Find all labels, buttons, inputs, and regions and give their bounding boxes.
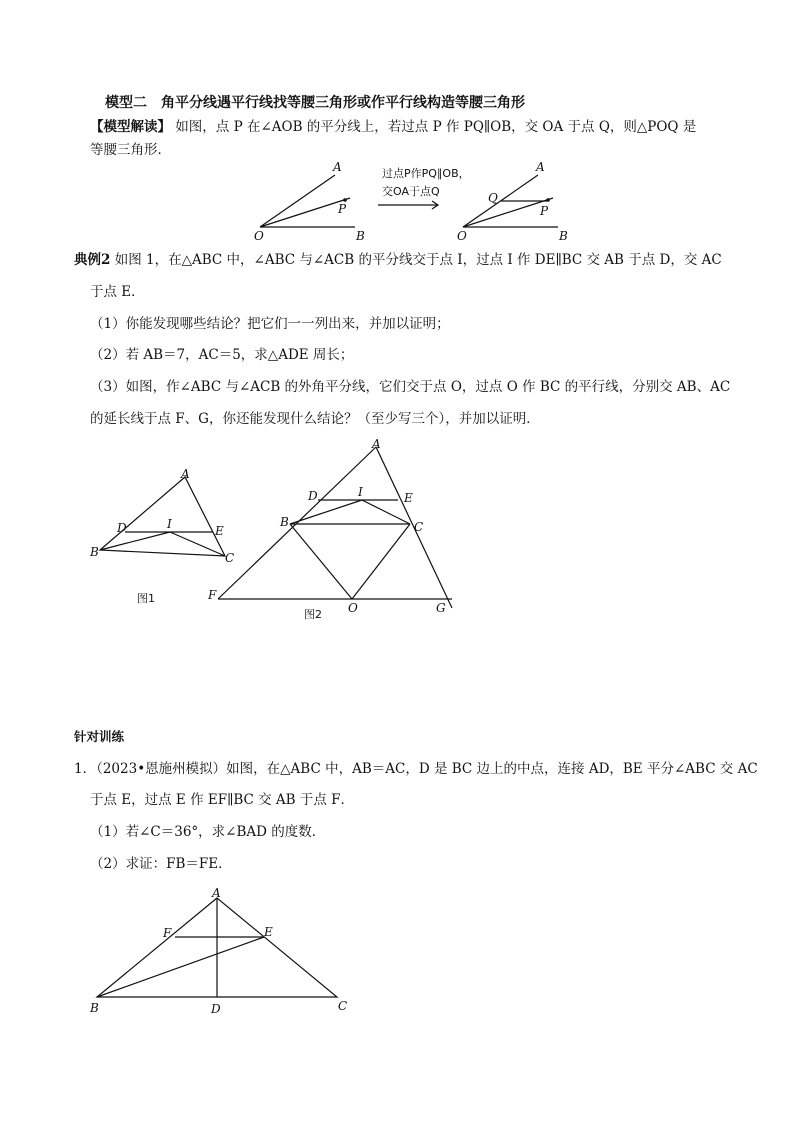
ray-oa-left bbox=[260, 175, 335, 227]
bisector-op-left bbox=[260, 198, 350, 227]
label-e-problem1: E bbox=[264, 925, 273, 939]
label-b-left: B bbox=[356, 229, 365, 243]
label-b-fig1: B bbox=[90, 545, 99, 559]
label-q-right: Q bbox=[488, 191, 498, 205]
label-i-fig1: I bbox=[167, 517, 172, 531]
caption-fig1: 图1 bbox=[137, 592, 155, 605]
caption-fig2: 图2 bbox=[304, 608, 322, 621]
label-a-fig2: A bbox=[372, 437, 381, 451]
label-b-problem1: B bbox=[90, 1001, 99, 1015]
label-p-right: P bbox=[540, 204, 549, 218]
training-title: 针对训练 bbox=[74, 729, 125, 744]
problem1-question1: （1）若∠C＝36°，求∠BAD 的度数． bbox=[90, 824, 326, 840]
point-p-right bbox=[546, 198, 550, 202]
example2-question1: （1）你能发现哪些结论？把它们一一列出来，并加以证明； bbox=[90, 316, 450, 332]
model-interpretation-line2: 等腰三角形． bbox=[90, 142, 171, 158]
model-angle-figure bbox=[240, 155, 580, 245]
label-f-fig2: F bbox=[208, 588, 217, 602]
interpretation-text: 如图，点 P 在∠AOB 的平分线上，若过点 P 作 PQ∥OB，交 OA 于点 Q，则△POQ 是 bbox=[175, 119, 697, 135]
label-e-fig1: E bbox=[215, 524, 224, 538]
label-a-problem1: A bbox=[212, 886, 221, 900]
label-c-problem1: C bbox=[338, 999, 348, 1013]
segment-co-fig2 bbox=[352, 524, 410, 599]
problem1-line2: 于点 E，过点 E 作 EF∥BC 交 AB 于点 F． bbox=[90, 792, 355, 808]
example2-question2: （2）若 AB＝7，AC＝5，求△ADE 周长； bbox=[90, 347, 354, 363]
label-a-right: A bbox=[536, 160, 545, 174]
example2-lead: 典例2 bbox=[74, 252, 111, 268]
label-c-fig1: C bbox=[225, 551, 235, 565]
example2-line1 bbox=[74, 250, 722, 270]
label-a-left: A bbox=[333, 160, 342, 174]
example2-question3-line1: （3）如图，作∠ABC 与∠ACB 的外角平分线，它们交于点 O，过点 O 作 BC 的平行线，分别交 AB、AC bbox=[90, 379, 731, 395]
label-o-right: O bbox=[457, 229, 467, 243]
label-c-fig2: C bbox=[414, 520, 424, 534]
label-a-fig1: A bbox=[181, 467, 190, 481]
segment-bo-fig2 bbox=[290, 524, 352, 599]
segment-bi-fig2 bbox=[290, 500, 362, 524]
problem1-question2: （2）求证：FB＝FE． bbox=[90, 856, 232, 872]
label-d-problem1: D bbox=[211, 1002, 221, 1016]
interpretation-lead: 【模型解读】 bbox=[90, 119, 171, 135]
label-o-left: O bbox=[254, 229, 264, 243]
problem1-figure bbox=[80, 885, 370, 1025]
line-af-fig2 bbox=[218, 447, 376, 599]
segment-be bbox=[97, 937, 264, 997]
model-title: 模型二 角平分线遇平行线找等腰三角形或作平行线构造等腰三角形 bbox=[105, 95, 525, 111]
label-b-fig2: B bbox=[280, 515, 289, 529]
problem1-line1: 1．（2023•恩施州模拟）如图，在△ABC 中，AB＝AC，D 是 BC 边上的中点，连接 AD，BE 平分∠ABC 交 AC bbox=[74, 761, 758, 777]
label-o-fig2: O bbox=[348, 601, 358, 615]
label-d-fig1: D bbox=[117, 521, 127, 535]
arrow-caption-2: 交OA于点Q bbox=[382, 185, 440, 198]
label-e-fig2: E bbox=[404, 491, 413, 505]
label-i-fig2: I bbox=[358, 485, 363, 499]
label-b-right: B bbox=[559, 229, 568, 243]
label-g-fig2: G bbox=[436, 601, 446, 615]
label-p-left: P bbox=[338, 202, 347, 216]
example2-question3-line2: 的延长线于点 F、G，你还能发现什么结论？（至少写三个），并加以证明． bbox=[90, 411, 540, 427]
example2-text: 如图 1，在△ABC 中，∠ABC 与∠ACB 的平分线交于点 I，过点 I 作 DE∥BC 交 AB 于点 D，交 AC bbox=[114, 252, 722, 268]
label-d-fig2: D bbox=[308, 489, 318, 503]
label-f-problem1: F bbox=[163, 926, 172, 940]
arrow-caption-1: 过点P作PQ∥OB， bbox=[382, 167, 470, 180]
example2-figure2 bbox=[200, 432, 470, 627]
model-interpretation-line1 bbox=[90, 117, 696, 137]
example2-line2: 于点 E． bbox=[90, 284, 145, 300]
